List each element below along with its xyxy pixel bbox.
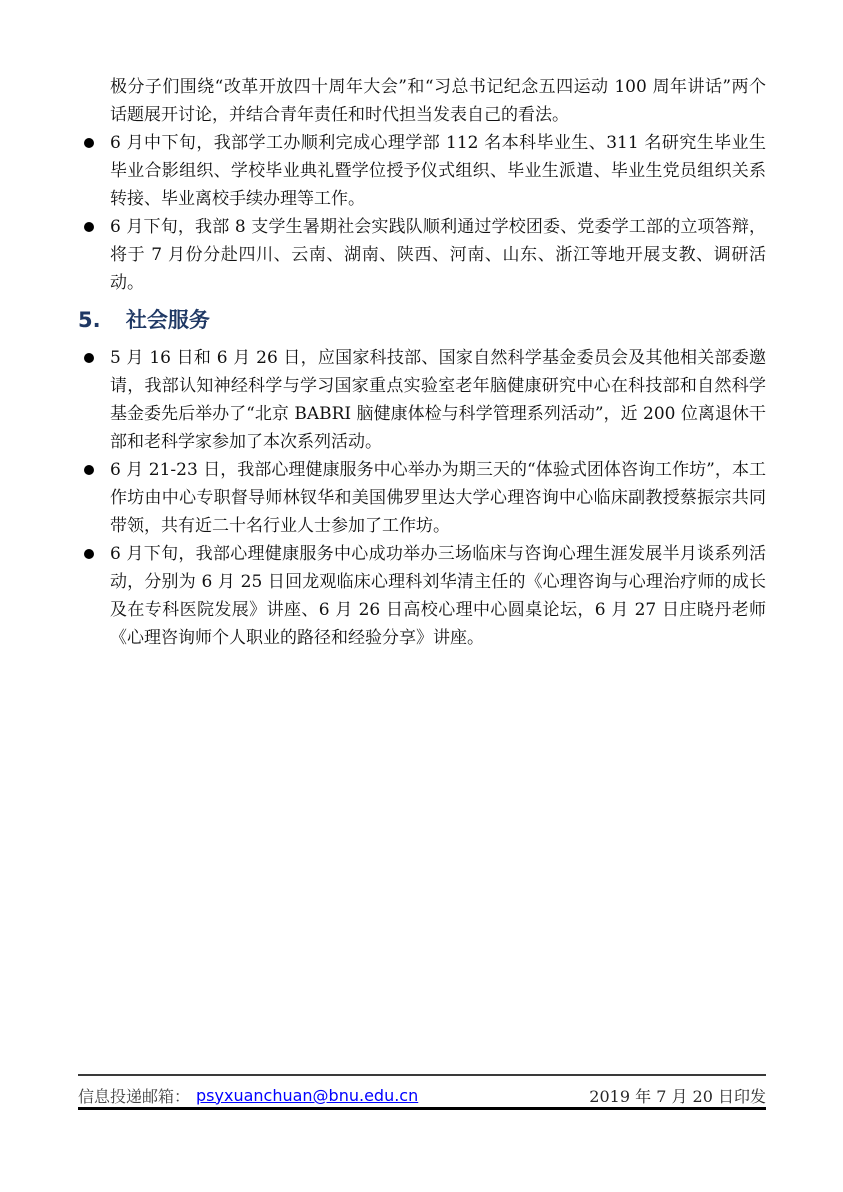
bullet-item — [78, 129, 766, 213]
bullet-dot-icon — [84, 465, 94, 475]
footer-print-date: 2019 年 7 月 20 日印发 — [589, 1086, 766, 1106]
section-heading-title: 社会服务 — [125, 308, 210, 332]
footer-contact — [78, 1084, 418, 1107]
bullet-item — [78, 540, 766, 652]
content-area — [78, 73, 766, 652]
footer-email-link[interactable]: psyxuanchuan@bnu.edu.cn — [196, 1085, 419, 1105]
footer — [78, 1082, 766, 1108]
footer-rule-top — [78, 1074, 766, 1076]
bullet-dot-icon — [84, 353, 94, 363]
footer-rule-bottom — [78, 1107, 766, 1110]
bullet-text: 6 月中下旬，我部学工办顺利完成心理学部 112 名本科毕业生、311 名研究生毕业生毕业合影组织、学校毕业典礼暨学位授予仪式组织、毕业生派遣、毕业生党员组织关系转接、毕业离校手续办理等工作。 — [110, 133, 766, 209]
bullet-text: 6 月下旬，我部心理健康服务中心成功举办三场临床与咨询心理生涯发展半月谈系列活动，分别为 6 月 25 日回龙观临床心理科刘华清主任的《心理咨询与心理治疗师的成长及在专科医院发展》讲座、6 月 26 日高校心理中心圆桌论坛，6 月 27 日庄晓丹老师《心理咨询师个人职业的路径和经验分享》讲座。 — [110, 544, 766, 648]
bullet-item — [78, 344, 766, 456]
bullet-text: 6 月 21-23 日，我部心理健康服务中心举办为期三天的“体验式团体咨询工作坊”，本工作坊由中心专职督导师林钗华和美国佛罗里达大学心理咨询中心临床副教授蔡振宗共同带领，共有近二十名行业人士参加了工作坊。 — [110, 460, 766, 536]
bullet-item — [78, 456, 766, 540]
bullet-text: 5 月 16 日和 6 月 26 日，应国家科技部、国家自然科学基金委员会及其他相关部委邀请，我部认知神经科学与学习国家重点实验室老年脑健康研究中心在科技部和自然科学基金委先后举办了“北京 BABRI 脑健康体检与科学管理系列活动”，近 200 位离退休干部和老科学家参加了本次系列活动。 — [110, 348, 766, 452]
bullet-dot-icon — [84, 138, 94, 148]
bullet-dot-icon — [84, 222, 94, 232]
bullet-text: 6 月下旬，我部 8 支学生暑期社会实践队顺利通过学校团委、党委学工部的立项答辩，将于 7 月份分赴四川、云南、湖南、陕西、河南、山东、浙江等地开展支教、调研活动。 — [110, 217, 766, 293]
bullet-item — [78, 213, 766, 297]
section-heading-number: 5. — [78, 308, 101, 332]
footer-email-label: 信息投递邮箱： — [78, 1086, 191, 1106]
intro-paragraph: 极分子们围绕“改革开放四十周年大会”和“习总书记纪念五四运动 100 周年讲话”两个话题展开讨论，并结合青年责任和时代担当发表自己的看法。 — [110, 77, 766, 125]
bullet-dot-icon — [84, 549, 94, 559]
section-heading — [78, 305, 766, 335]
